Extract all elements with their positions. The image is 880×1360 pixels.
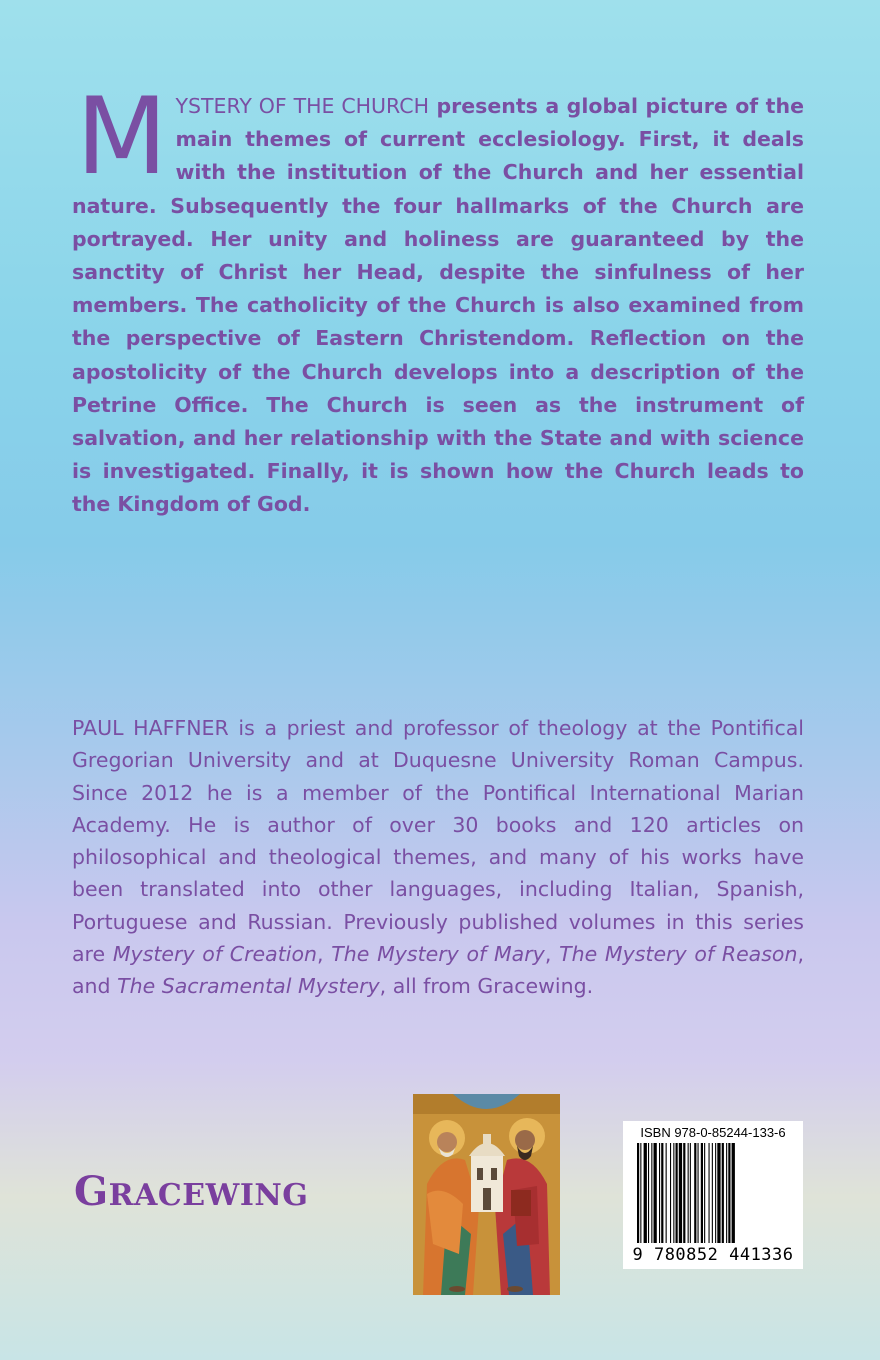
- book-title-mary: The Mystery of Mary: [331, 942, 545, 967]
- blurb-text: presents a global picture of the main themes of current ecclesiology. First, it deals with the institution of the Church and her essential nature. Subsequently the four hallmarks of the Church are portrayed. Her unity and holiness are guaranteed by the sanctity of Christ her Head, despite the sinfulness of her members. The catholicity of the Church is also examined from the perspective of Eastern Christendom. Reflection on the apostolicity of the Church develops into a description of the Petrine Office. The Church is seen as the instrument of salvation, and her relationship with the State and with science is investigated. Finally, it is shown how the Church leads to the Kingdom of God.: [72, 94, 804, 517]
- publisher-initial: G: [74, 1168, 109, 1215]
- publisher-rest: RACEWING: [108, 1178, 309, 1213]
- isbn-label: ISBN 978-0-85244-133-6: [640, 1125, 786, 1140]
- bio-text-part2: , all from Gracewing.: [379, 974, 594, 999]
- blurb-paragraph: [72, 75, 804, 522]
- drop-cap-letter: M: [76, 75, 168, 198]
- saints-icon-image: [413, 1094, 560, 1295]
- book-title-creation: Mystery of Creation: [112, 942, 317, 967]
- bio-sep3: , and: [72, 942, 804, 999]
- author-bio: [72, 712, 804, 1003]
- ean-digits: 9 780852 441336: [632, 1245, 794, 1265]
- bio-sep2: ,: [544, 942, 560, 967]
- barcode-bars: [637, 1143, 789, 1247]
- bio-text-part1: PAUL HAFFNER is a priest and professor of theology at the Pontifical Gregorian University and at Duquesne University Roman Campus. Since 2012 he is a member of the Pontifical International Marian Academy. He is author of over 30 books and 120 articles on philosophical and theological themes, and many of his works have been translated into other languages, including Italian, Spanish, Portuguese and Russian. Previously published volumes in this series are: [72, 716, 804, 967]
- saints-peter-paul-icon: [413, 1094, 560, 1295]
- book-title-reason: The Mystery of Reason: [559, 942, 798, 967]
- book-title-sacramental: The Sacramental Mystery: [117, 974, 380, 999]
- book-title-caps: YSTERY OF THE CHURCH: [175, 94, 430, 118]
- isbn-barcode: [623, 1121, 803, 1269]
- bio-sep1: ,: [316, 942, 332, 967]
- publisher-logo: [74, 1168, 308, 1215]
